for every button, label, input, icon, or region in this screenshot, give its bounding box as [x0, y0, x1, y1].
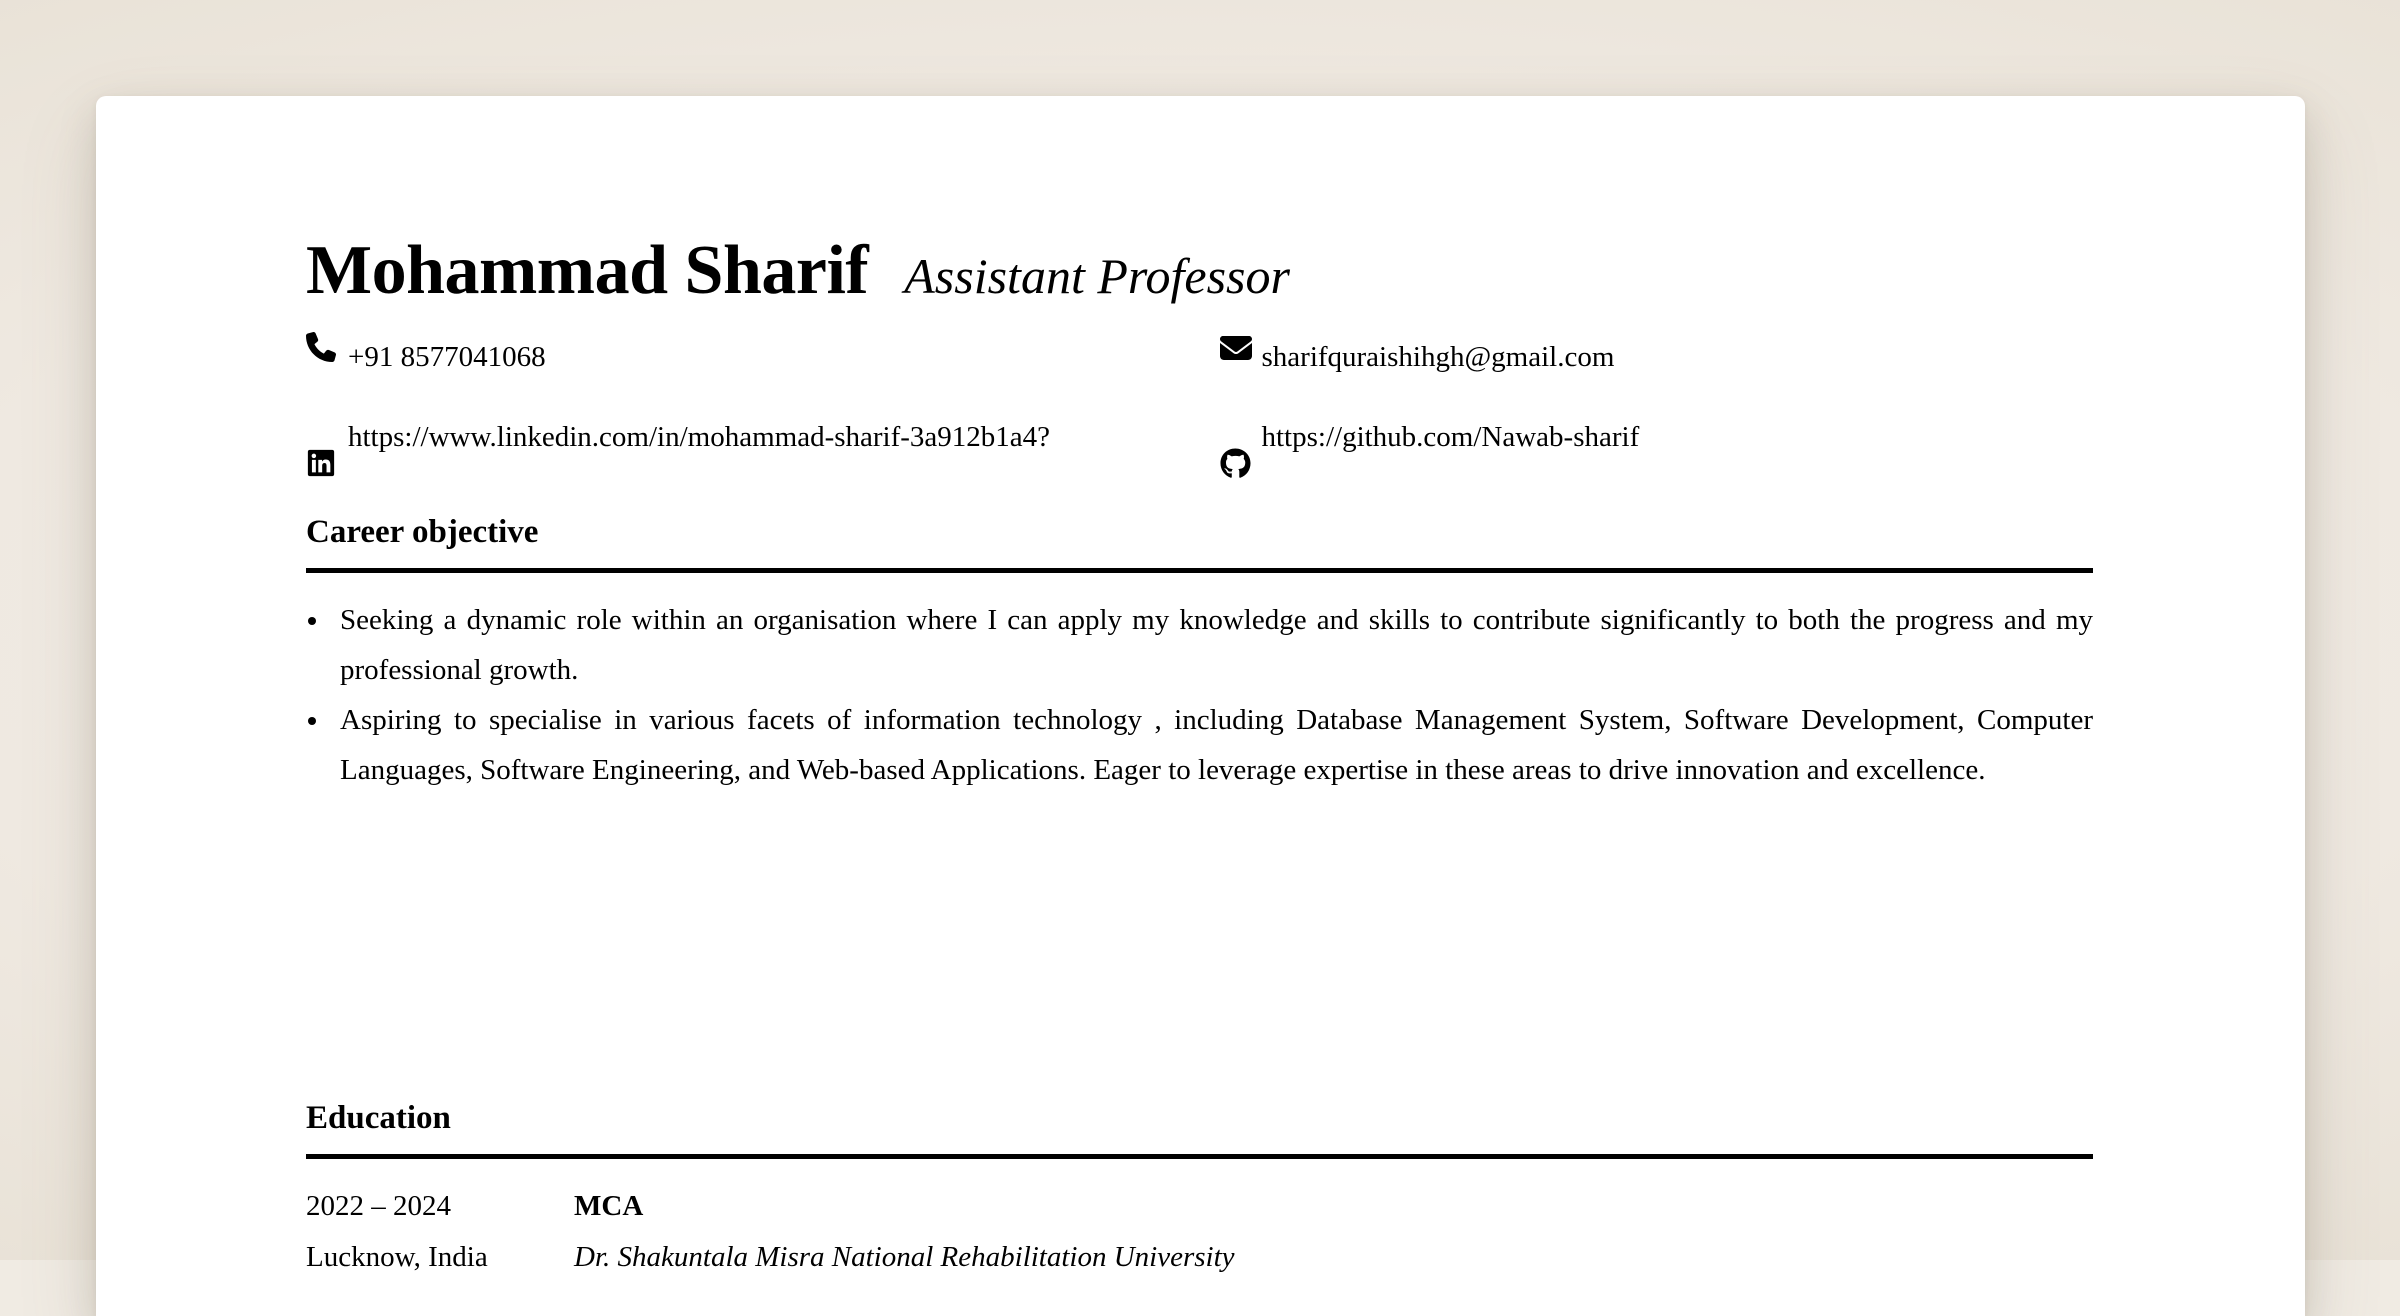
contact-row [306, 332, 2093, 412]
contact-item-linkedin[interactable] [306, 412, 1200, 514]
contact-item-github[interactable] [1200, 412, 2094, 514]
section-divider [306, 568, 2093, 573]
contact-value-email: sharifquraishihgh@gmail.com [1261, 341, 1615, 373]
phone-icon [306, 332, 348, 362]
education-detail [574, 1181, 1235, 1283]
section-heading: Education [306, 1100, 451, 1136]
education-meta [306, 1181, 574, 1283]
section-heading: Career objective [306, 514, 539, 550]
contact-value-github: https://github.com/Nawab-sharif [1261, 421, 1640, 453]
list-item: Aspiring to specialise in various facets of information technology , including Database Management System, Software Development, Computer Languages, Software Engineering, and Web-based Applications. Eager to leverage expertise in these areas to drive innovation and excellence. [306, 695, 2093, 795]
contact-value-linkedin: https://www.linkedin.com/in/mohammad-sharif-3a912b1a4? [348, 421, 1051, 453]
resume-header [306, 232, 1290, 309]
list-item: Seeking a dynamic role within an organisation where I can apply my knowledge and skills to contribute significantly to both the progress and my professional growth. [306, 595, 2093, 695]
education-entry [306, 1181, 2093, 1283]
career-objective-list [306, 595, 2093, 795]
envelope-icon [1220, 332, 1262, 364]
education-location: Lucknow, India [306, 1241, 488, 1273]
contact-row [306, 412, 2093, 514]
contact-details [306, 332, 2093, 514]
contact-value-phone: +91 8577041068 [348, 341, 546, 373]
contact-item-email[interactable] [1200, 332, 2094, 412]
education-school: Dr. Shakuntala Misra National Rehabilitation University [574, 1241, 1235, 1273]
section-career-objective [306, 516, 2093, 795]
page-title: Mohammad Sharif [306, 232, 869, 309]
education-degree: MCA [574, 1190, 644, 1222]
education-dates: 2022 – 2024 [306, 1190, 451, 1222]
section-education [306, 1102, 2093, 1283]
linkedin-icon [306, 412, 348, 514]
github-icon [1220, 412, 1262, 514]
contact-item-phone[interactable] [306, 332, 1200, 412]
job-title: Assistant Professor [904, 248, 1290, 304]
resume-page [96, 96, 2305, 1316]
section-divider [306, 1154, 2093, 1159]
